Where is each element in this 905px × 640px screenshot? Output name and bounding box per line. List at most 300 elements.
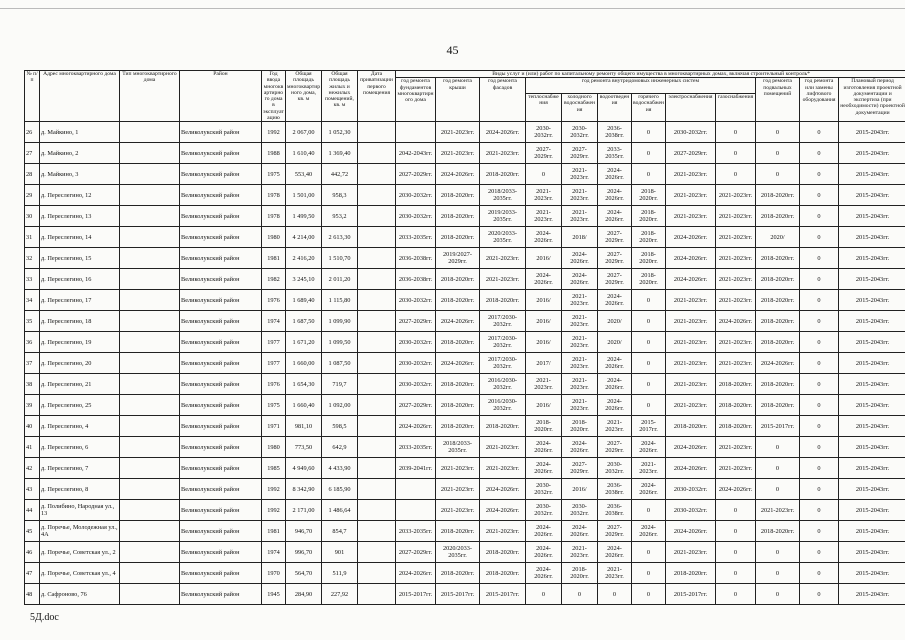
cell-total: 3 245,10	[286, 269, 322, 290]
cell-year: 1981	[262, 521, 286, 542]
cell-found: 2027-2029гг.	[396, 542, 436, 563]
cell-lift: 0	[800, 311, 839, 332]
cell-year: 1976	[262, 290, 286, 311]
cell-roof: 2018-2020гг.	[436, 521, 480, 542]
cell-gas: 2021-2023гг.	[716, 248, 756, 269]
cell-heat: 2024-2026гг.	[526, 227, 562, 248]
cell-total: 1 687,50	[286, 311, 322, 332]
cell-type	[120, 374, 180, 395]
cell-basement: 2018-2020гг.	[756, 185, 800, 206]
cell-priv	[358, 164, 396, 185]
table-row	[25, 374, 905, 395]
cell-cold: 2021-2023гг.	[562, 353, 598, 374]
cell-cold: 2024-2026гг.	[562, 521, 598, 542]
cell-living: 4 433,90	[322, 458, 358, 479]
cell-n: 27	[25, 143, 40, 164]
cell-gas: 2018-2020гг.	[716, 416, 756, 437]
cell-facade: 2021-2023гг.	[480, 437, 526, 458]
cell-type	[120, 248, 180, 269]
cell-address: д. Переслегино, 20	[40, 353, 120, 374]
cell-found: 2033-2035гг.	[396, 521, 436, 542]
cell-year: 1992	[262, 479, 286, 500]
cell-plan: 2015-2043гг.	[839, 353, 905, 374]
cell-address: д. Поречье, Советская ул., 4	[40, 563, 120, 584]
cell-living: 1 486,64	[322, 500, 358, 521]
cell-region: Великолукский район	[180, 458, 262, 479]
cell-plan: 2015-2043гг.	[839, 542, 905, 563]
cell-lift: 0	[800, 248, 839, 269]
cell-heat: 2024-2026гг.	[526, 269, 562, 290]
cell-cold: 2021-2023гг.	[562, 206, 598, 227]
cell-total: 1 660,40	[286, 395, 322, 416]
cell-roof: 2015-2017гг.	[436, 584, 480, 605]
cell-roof: 2021-2023гг.	[436, 122, 480, 143]
cell-roof: 2024-2026гг.	[436, 311, 480, 332]
cell-priv	[358, 542, 396, 563]
cell-lift: 0	[800, 374, 839, 395]
cell-priv	[358, 248, 396, 269]
cell-year: 1992	[262, 122, 286, 143]
cell-basement: 0	[756, 584, 800, 605]
cell-plan: 2015-2043гг.	[839, 269, 905, 290]
cell-found: 2030-2032гг.	[396, 185, 436, 206]
cell-type	[120, 458, 180, 479]
cell-facade: 2018-2020гг.	[480, 542, 526, 563]
cell-hot: 0	[632, 353, 666, 374]
cell-gas: 2021-2023гг.	[716, 269, 756, 290]
cell-lift: 0	[800, 227, 839, 248]
cell-basement: 2020/	[756, 227, 800, 248]
cell-found: 2030-2032гг.	[396, 332, 436, 353]
cell-sewer: 2024-2026гг.	[598, 290, 632, 311]
cell-sewer: 2024-2026гг.	[598, 542, 632, 563]
cell-gas: 2021-2023гг.	[716, 185, 756, 206]
cell-sewer: 2027-2029гг.	[598, 227, 632, 248]
cell-hot: 2018-2020гг.	[632, 185, 666, 206]
cell-address: д. Переслегино, 14	[40, 227, 120, 248]
cell-hot: 2015-2017гг.	[632, 416, 666, 437]
table-row	[25, 290, 905, 311]
cell-year: 1980	[262, 227, 286, 248]
cell-lift: 0	[800, 332, 839, 353]
cell-living: 1 099,50	[322, 332, 358, 353]
table-row	[25, 542, 905, 563]
cell-lift: 0	[800, 437, 839, 458]
cell-hot: 2024-2026гг.	[632, 479, 666, 500]
cell-n: 42	[25, 458, 40, 479]
cell-cold: 2021-2023гг.	[562, 311, 598, 332]
cell-living: 1 510,70	[322, 248, 358, 269]
cell-gas: 2018-2020гг.	[716, 374, 756, 395]
cell-priv	[358, 269, 396, 290]
cell-elec: 2021-2023гг.	[666, 164, 716, 185]
cell-priv	[358, 185, 396, 206]
cell-n: 36	[25, 332, 40, 353]
cell-sewer: 2036-2038гг.	[598, 500, 632, 521]
cell-sewer: 2027-2029гг.	[598, 437, 632, 458]
table-row	[25, 500, 905, 521]
cell-found: 2030-2032гг.	[396, 206, 436, 227]
cell-total: 8 342,90	[286, 479, 322, 500]
cell-plan: 2015-2043гг.	[839, 395, 905, 416]
cell-living: 1 052,30	[322, 122, 358, 143]
cell-total: 1 671,20	[286, 332, 322, 353]
page-number: 45	[446, 43, 459, 57]
cell-gas: 0	[716, 542, 756, 563]
cell-living: 442,72	[322, 164, 358, 185]
cell-living: 1 087,50	[322, 353, 358, 374]
cell-region: Великолукский район	[180, 395, 262, 416]
cell-gas: 2021-2023гг.	[716, 332, 756, 353]
cell-n: 37	[25, 353, 40, 374]
cell-hot: 0	[632, 563, 666, 584]
cell-facade: 2017/2030-2032гг.	[480, 353, 526, 374]
header-engineering-group: год ремонта внутридомовых инженерных систем	[526, 78, 756, 94]
cell-priv	[358, 479, 396, 500]
cell-priv	[358, 143, 396, 164]
header-region: Район	[180, 71, 262, 122]
cell-sewer: 2030-2032гг.	[598, 458, 632, 479]
cell-n: 31	[25, 227, 40, 248]
cell-total: 284,90	[286, 584, 322, 605]
cell-living: 953,2	[322, 206, 358, 227]
header-services-group: Виды услуг и (или) работ по капитальному ремонту общего имущества в многоквартирных домах, включая строительный контроль*	[396, 71, 905, 78]
cell-lift: 0	[800, 542, 839, 563]
cell-gas: 0	[716, 164, 756, 185]
cell-address: д. Переслегино, 13	[40, 206, 120, 227]
table-row	[25, 248, 905, 269]
cell-lift: 0	[800, 479, 839, 500]
header-foundation: год ремонта фундаментов многоквартирного дома	[396, 78, 436, 122]
cell-type	[120, 332, 180, 353]
cell-region: Великолукский район	[180, 563, 262, 584]
cell-region: Великолукский район	[180, 143, 262, 164]
cell-region: Великолукский район	[180, 437, 262, 458]
cell-cold: 2027-2029гг.	[562, 143, 598, 164]
cell-found: 2033-2035гг.	[396, 227, 436, 248]
cell-basement: 2018-2020гг.	[756, 395, 800, 416]
cell-basement: 2018-2020гг.	[756, 269, 800, 290]
cell-hot: 2018-2020гг.	[632, 206, 666, 227]
cell-address: д. Поречье, Молодежная ул., 4А	[40, 521, 120, 542]
cell-lift: 0	[800, 206, 839, 227]
header-total-area: Общая площадь многоквартирного дома, кв. м	[286, 71, 322, 122]
cell-basement: 2018-2020гг.	[756, 290, 800, 311]
cell-priv	[358, 395, 396, 416]
cell-region: Великолукский район	[180, 269, 262, 290]
cell-heat: 2027-2029гг.	[526, 143, 562, 164]
cell-address: д. Переслегино, 21	[40, 374, 120, 395]
cell-gas: 2021-2023гг.	[716, 458, 756, 479]
cell-n: 26	[25, 122, 40, 143]
table-row	[25, 437, 905, 458]
cell-gas: 0	[716, 584, 756, 605]
cell-roof: 2021-2023гг.	[436, 500, 480, 521]
cell-year: 1977	[262, 332, 286, 353]
cell-heat: 2030-2032гг.	[526, 122, 562, 143]
cell-region: Великолукский район	[180, 248, 262, 269]
cell-priv	[358, 521, 396, 542]
cell-basement: 2018-2020гг.	[756, 206, 800, 227]
cell-sewer: 2021-2023гг.	[598, 416, 632, 437]
cell-n: 38	[25, 374, 40, 395]
cell-basement: 0	[756, 122, 800, 143]
table-row	[25, 458, 905, 479]
cell-plan: 2015-2043гг.	[839, 206, 905, 227]
cell-cold: 2018-2020гг.	[562, 416, 598, 437]
cell-roof: 2018/2033-2035гг.	[436, 437, 480, 458]
cell-heat: 0	[526, 164, 562, 185]
cell-hot: 0	[632, 395, 666, 416]
cell-priv	[358, 206, 396, 227]
cell-roof: 2018-2020гг.	[436, 206, 480, 227]
cell-address: д. Переслегино, 6	[40, 437, 120, 458]
capital-repair-table	[24, 70, 905, 605]
cell-roof: 2024-2026гг.	[436, 164, 480, 185]
cell-type	[120, 353, 180, 374]
cell-facade: 2021-2023гг.	[480, 143, 526, 164]
cell-hot: 2024-2026гг.	[632, 437, 666, 458]
header-address: Адрес многоквартирного дома	[40, 71, 120, 122]
cell-cold: 2024-2026гг.	[562, 248, 598, 269]
cell-facade: 2018-2020гг.	[480, 164, 526, 185]
cell-cold: 2027-2029гг.	[562, 458, 598, 479]
cell-sewer: 0	[598, 584, 632, 605]
table-row	[25, 584, 905, 605]
cell-sewer: 2027-2029гг.	[598, 521, 632, 542]
cell-type	[120, 521, 180, 542]
cell-address: д. Переслегино, 18	[40, 311, 120, 332]
cell-hot: 0	[632, 542, 666, 563]
cell-facade: 2024-2026гг.	[480, 500, 526, 521]
cell-sewer: 2021-2023гг.	[598, 563, 632, 584]
cell-lift: 0	[800, 584, 839, 605]
cell-found: 2024-2026гг.	[396, 563, 436, 584]
cell-basement: 2018-2020гг.	[756, 311, 800, 332]
cell-found: 2024-2026гг.	[396, 416, 436, 437]
cell-elec: 2021-2023гг.	[666, 374, 716, 395]
cell-found: 2027-2029гг.	[396, 311, 436, 332]
table-row	[25, 185, 905, 206]
cell-address: д. Полибино, Народная ул., 13	[40, 500, 120, 521]
cell-total: 773,50	[286, 437, 322, 458]
cell-lift: 0	[800, 458, 839, 479]
cell-lift: 0	[800, 416, 839, 437]
cell-address: д. Майкино, 1	[40, 122, 120, 143]
cell-living: 227,92	[322, 584, 358, 605]
cell-n: 30	[25, 206, 40, 227]
table-row	[25, 227, 905, 248]
cell-living: 854,7	[322, 521, 358, 542]
cell-plan: 2015-2043гг.	[839, 143, 905, 164]
cell-total: 4 949,60	[286, 458, 322, 479]
cell-address: д. Переслегино, 16	[40, 269, 120, 290]
cell-gas: 2021-2023гг.	[716, 227, 756, 248]
cell-type	[120, 563, 180, 584]
cell-total: 1 501,00	[286, 185, 322, 206]
cell-cold: 2021-2023гг.	[562, 395, 598, 416]
cell-living: 719,7	[322, 374, 358, 395]
cell-plan: 2015-2043гг.	[839, 584, 905, 605]
cell-heat: 2024-2026гг.	[526, 542, 562, 563]
cell-address: д. Поречье, Советская ул., 2	[40, 542, 120, 563]
cell-roof: 2018-2020гг.	[436, 290, 480, 311]
cell-hot: 2018-2020гг.	[632, 248, 666, 269]
cell-address: д. Переслегино, 12	[40, 185, 120, 206]
cell-total: 1 610,40	[286, 143, 322, 164]
cell-priv	[358, 374, 396, 395]
cell-lift: 0	[800, 500, 839, 521]
cell-total: 946,70	[286, 521, 322, 542]
cell-plan: 2015-2043гг.	[839, 458, 905, 479]
cell-n: 32	[25, 248, 40, 269]
cell-type	[120, 542, 180, 563]
cell-living: 642,9	[322, 437, 358, 458]
cell-address: д. Майкино, 2	[40, 143, 120, 164]
cell-heat: 2016/	[526, 290, 562, 311]
cell-hot: 0	[632, 500, 666, 521]
cell-region: Великолукский район	[180, 479, 262, 500]
cell-type	[120, 164, 180, 185]
cell-region: Великолукский район	[180, 353, 262, 374]
cell-roof: 2018-2020гг.	[436, 227, 480, 248]
cell-basement: 2021-2023гг.	[756, 500, 800, 521]
cell-found	[396, 500, 436, 521]
cell-elec: 2021-2023гг.	[666, 395, 716, 416]
cell-facade: 2021-2023гг.	[480, 521, 526, 542]
cell-heat: 2016/	[526, 395, 562, 416]
cell-basement: 0	[756, 479, 800, 500]
cell-region: Великолукский район	[180, 416, 262, 437]
cell-lift: 0	[800, 185, 839, 206]
cell-n: 33	[25, 269, 40, 290]
cell-address: д. Переслегино, 8	[40, 479, 120, 500]
cell-living: 2 011,20	[322, 269, 358, 290]
cell-heat: 2024-2026гг.	[526, 521, 562, 542]
cell-roof: 2021-2023гг.	[436, 143, 480, 164]
cell-found: 2030-2032гг.	[396, 290, 436, 311]
cell-year: 1974	[262, 542, 286, 563]
cell-roof: 2018-2020гг.	[436, 185, 480, 206]
cell-basement: 2018-2020гг.	[756, 521, 800, 542]
cell-facade: 2020/2033-2035гг.	[480, 227, 526, 248]
cell-type	[120, 395, 180, 416]
cell-hot: 0	[632, 122, 666, 143]
cell-heat: 2016/	[526, 332, 562, 353]
cell-lift: 0	[800, 164, 839, 185]
cell-cold: 2021-2023гг.	[562, 185, 598, 206]
cell-type	[120, 206, 180, 227]
cell-total: 1 654,30	[286, 374, 322, 395]
cell-basement: 2018-2020гг.	[756, 248, 800, 269]
cell-n: 34	[25, 290, 40, 311]
table-row	[25, 479, 905, 500]
cell-cold: 2021-2023гг.	[562, 164, 598, 185]
cell-found: 2042-2043гг.	[396, 143, 436, 164]
cell-found: 2015-2017гг.	[396, 584, 436, 605]
cell-n: 48	[25, 584, 40, 605]
cell-facade: 2021-2023гг.	[480, 458, 526, 479]
cell-living: 2 613,30	[322, 227, 358, 248]
header-hot-water: горячего водоснабжения	[632, 94, 666, 122]
header-cold-water: холодного водоснабжения	[562, 94, 598, 122]
cell-sewer: 2036-2038гг.	[598, 122, 632, 143]
cell-priv	[358, 584, 396, 605]
cell-region: Великолукский район	[180, 185, 262, 206]
cell-region: Великолукский район	[180, 164, 262, 185]
cell-found: 2027-2029гг.	[396, 395, 436, 416]
cell-hot: 0	[632, 311, 666, 332]
cell-gas: 0	[716, 143, 756, 164]
header-planned-period: Плановый период изготовления проектной документации и экспертиза (при необходимости) проектной документации	[839, 78, 905, 122]
cell-elec: 2021-2023гг.	[666, 206, 716, 227]
cell-living: 901	[322, 542, 358, 563]
cell-address: д. Переслегино, 25	[40, 395, 120, 416]
cell-priv	[358, 416, 396, 437]
cell-elec: 2021-2023гг.	[666, 353, 716, 374]
cell-cold: 2018/	[562, 227, 598, 248]
cell-lift: 0	[800, 290, 839, 311]
cell-region: Великолукский район	[180, 206, 262, 227]
cell-type	[120, 500, 180, 521]
cell-lift: 0	[800, 395, 839, 416]
header-facade: год ремонта фасадов	[480, 78, 526, 122]
cell-basement: 0	[756, 164, 800, 185]
cell-priv	[358, 563, 396, 584]
cell-found: 2030-2032гг.	[396, 353, 436, 374]
cell-gas: 2021-2023гг.	[716, 290, 756, 311]
cell-hot: 0	[632, 164, 666, 185]
cell-elec: 2024-2026гг.	[666, 521, 716, 542]
cell-total: 981,10	[286, 416, 322, 437]
cell-living: 6 185,90	[322, 479, 358, 500]
cell-type	[120, 227, 180, 248]
cell-priv	[358, 500, 396, 521]
cell-type	[120, 269, 180, 290]
cell-address: д. Переслегино, 19	[40, 332, 120, 353]
cell-gas: 0	[716, 563, 756, 584]
cell-n: 29	[25, 185, 40, 206]
cell-living: 1 099,90	[322, 311, 358, 332]
cell-region: Великолукский район	[180, 227, 262, 248]
table-row	[25, 563, 905, 584]
cell-plan: 2015-2043гг.	[839, 332, 905, 353]
cell-year: 1981	[262, 248, 286, 269]
cell-n: 28	[25, 164, 40, 185]
cell-priv	[358, 227, 396, 248]
cell-year: 1975	[262, 395, 286, 416]
cell-year: 1988	[262, 143, 286, 164]
cell-address: д. Переслегино, 7	[40, 458, 120, 479]
cell-sewer: 2027-2029гг.	[598, 248, 632, 269]
cell-address: д. Майкино, 3	[40, 164, 120, 185]
cell-heat: 2018-2020гг.	[526, 416, 562, 437]
cell-elec: 2030-2032гг.	[666, 479, 716, 500]
header-gas: газоснабжения	[716, 94, 756, 122]
cell-cold: 2016/	[562, 479, 598, 500]
header-basements: год ремонта подвальных помещений	[756, 78, 800, 122]
cell-living: 958,3	[322, 185, 358, 206]
cell-sewer: 2024-2026гг.	[598, 353, 632, 374]
cell-roof: 2021-2023гг.	[436, 458, 480, 479]
cell-roof: 2024-2026гг.	[436, 353, 480, 374]
cell-facade: 2015-2017гг.	[480, 584, 526, 605]
cell-region: Великолукский район	[180, 374, 262, 395]
cell-n: 46	[25, 542, 40, 563]
cell-total: 4 214,00	[286, 227, 322, 248]
cell-heat: 2030-2032гг.	[526, 479, 562, 500]
cell-type	[120, 290, 180, 311]
